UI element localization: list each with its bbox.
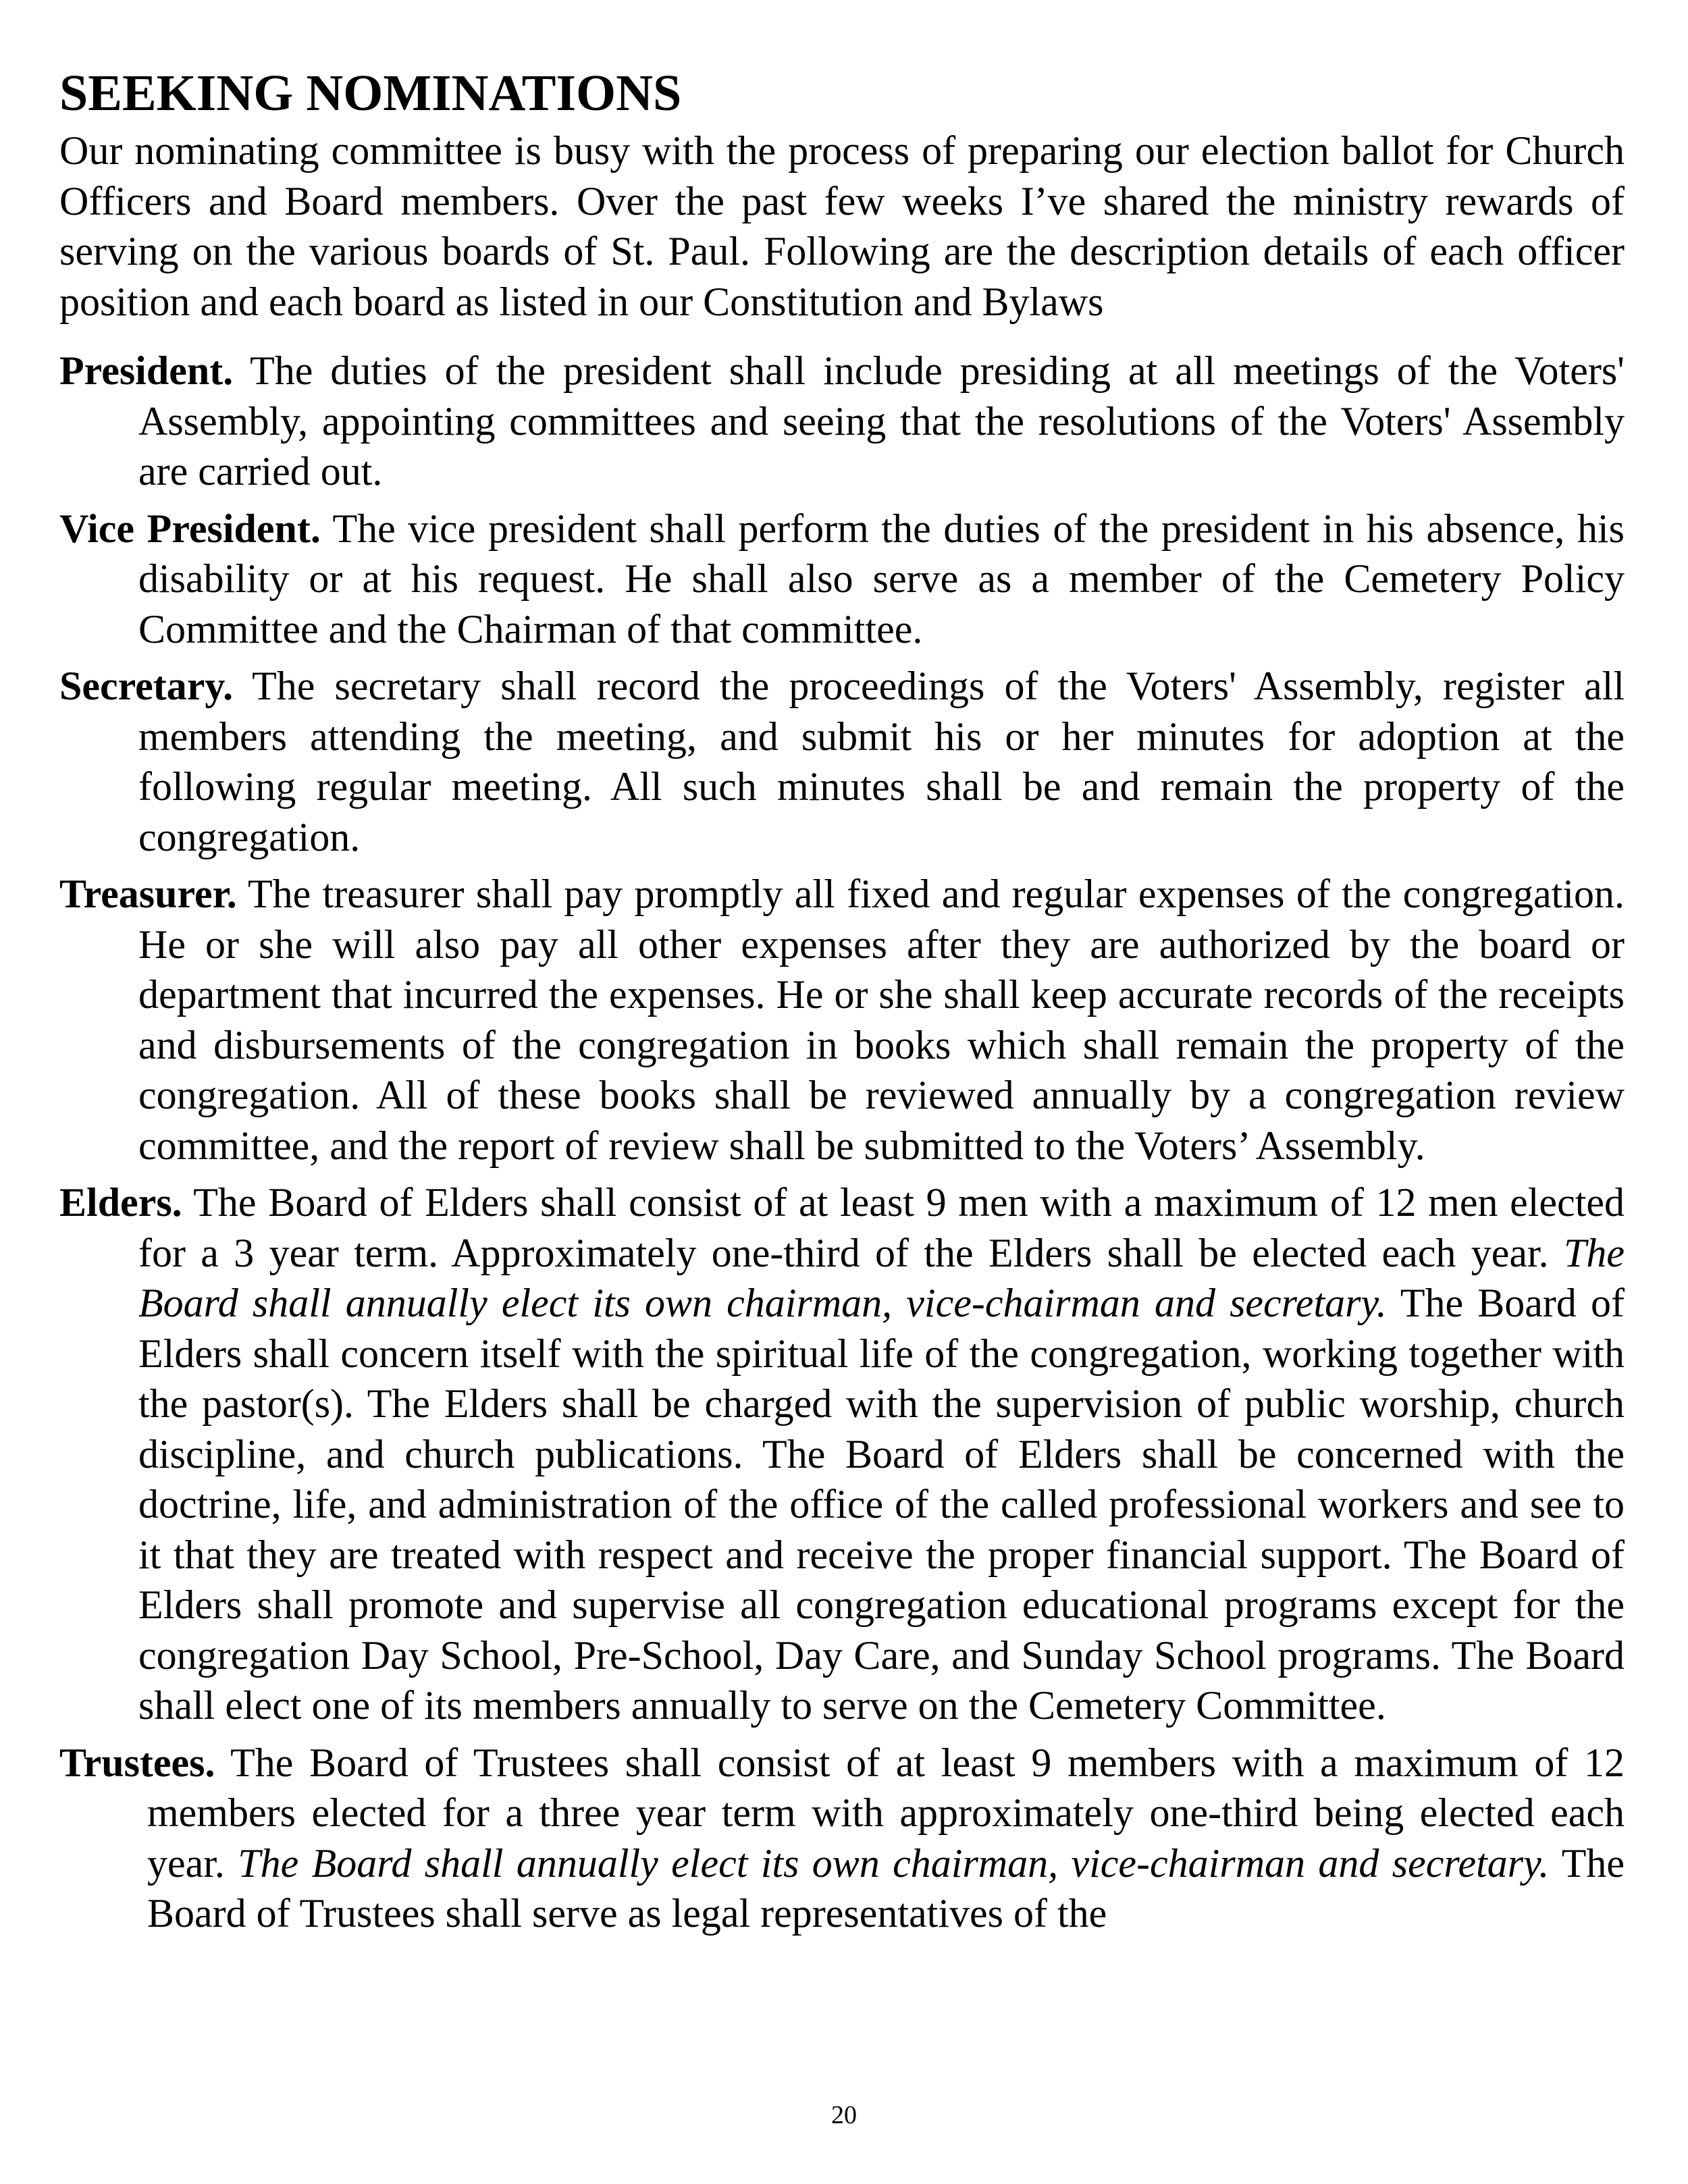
entry-secretary bbox=[59, 661, 1625, 862]
entry-term-elders: Elders. bbox=[59, 1180, 182, 1225]
entry-term-trustees: Trustees. bbox=[59, 1740, 215, 1785]
entry-text-vice-president: The vice president shall perform the duties of the president in his absence, his disability or at his request. He shall also serve as a member of the Cemetery Policy Committee and the Chairman of that committee. bbox=[138, 506, 1625, 651]
entry-text-treasurer: The treasurer shall pay promptly all fixed and regular expenses of the congregation. He or she will also pay all other expenses after they are authorized by the board or department that incurred the expenses. He or she shall keep accurate records of the receipts and disbursements of the congregation in books which shall remain the property of the congregation. All of these books shall be reviewed annually by a congregation review committee, and the report of review shall be submitted to the Voters’ Assembly. bbox=[138, 872, 1625, 1168]
entry-term-president: President. bbox=[59, 348, 234, 393]
page-number: 20 bbox=[831, 2101, 857, 2129]
entry-term-vice-president: Vice President. bbox=[59, 506, 321, 551]
entry-text-elders-1: The Board of Elders shall consist of at least 9 men with a maximum of 12 men elected for a 3 year term. Approximately one-third of the Elders shall be elected each year. bbox=[138, 1180, 1625, 1275]
entry-vice-president bbox=[59, 504, 1625, 655]
intro-paragraph: Our nominating committee is busy with the process of preparing our election ballot for Church Officers and Board members. Over the past few weeks I’ve shared the ministry rewards of serving on the various boards of St. Paul. Following are the description details of each officer position and each board as listed in our Constitution and Bylaws bbox=[59, 128, 1625, 324]
page-title: SEEKING NOMINATIONS bbox=[59, 65, 682, 122]
entry-term-secretary: Secretary. bbox=[59, 664, 234, 708]
entry-text-trustees-1: The Board of Trustees shall consist of at least 9 members with a maximum of 12 members elected for a three year term with approximately one-third being elected each year. bbox=[147, 1740, 1625, 1886]
document-page bbox=[59, 61, 1625, 1946]
entry-italic-trustees: The Board shall annually elect its own chairman, vice-chairman and secretary. bbox=[238, 1840, 1550, 1886]
entry-text-elders-2: The Board of Elders shall concern itself with the spiritual life of the congregation, working together with the pastor(s). The Elders shall be charged with the supervision of public worship, church discipline, and church publications. The Board of Elders shall be concerned with the doctrine, life, and administration of the office of the called professional workers and see to it that they are treated with respect and receive the proper financial support. The Board of Elders shall promote and supervise all congregation educational programs except for the congregation Day School, Pre-School, Day Care, and Sunday School programs. The Board shall elect one of its members annually to serve on the Cemetery Committee. bbox=[138, 1281, 1625, 1728]
entry-elders bbox=[59, 1177, 1625, 1731]
entry-term-treasurer: Treasurer. bbox=[59, 872, 237, 916]
entry-italic-elders: The Board shall annually elect its own chairman, vice-chairman and secretary. bbox=[138, 1230, 1625, 1325]
entry-text-president: The duties of the president shall include presiding at all meetings of the Voters' Assembly, appointing committees and seeing that the resolutions of the Voters' Assembly are carried out. bbox=[138, 348, 1625, 494]
entry-text-secretary: The secretary shall record the proceedings of the Voters' Assembly, register all members attending the meeting, and submit his or her minutes for adoption at the following regular meeting. All such minutes shall be and remain the property of the congregation. bbox=[138, 664, 1625, 859]
entry-treasurer bbox=[59, 869, 1625, 1171]
entry-president bbox=[59, 346, 1625, 497]
entry-trustees bbox=[59, 1738, 1625, 1939]
entry-text-trustees-2: The Board of Trustees shall serve as legal representatives of the bbox=[147, 1840, 1625, 1936]
